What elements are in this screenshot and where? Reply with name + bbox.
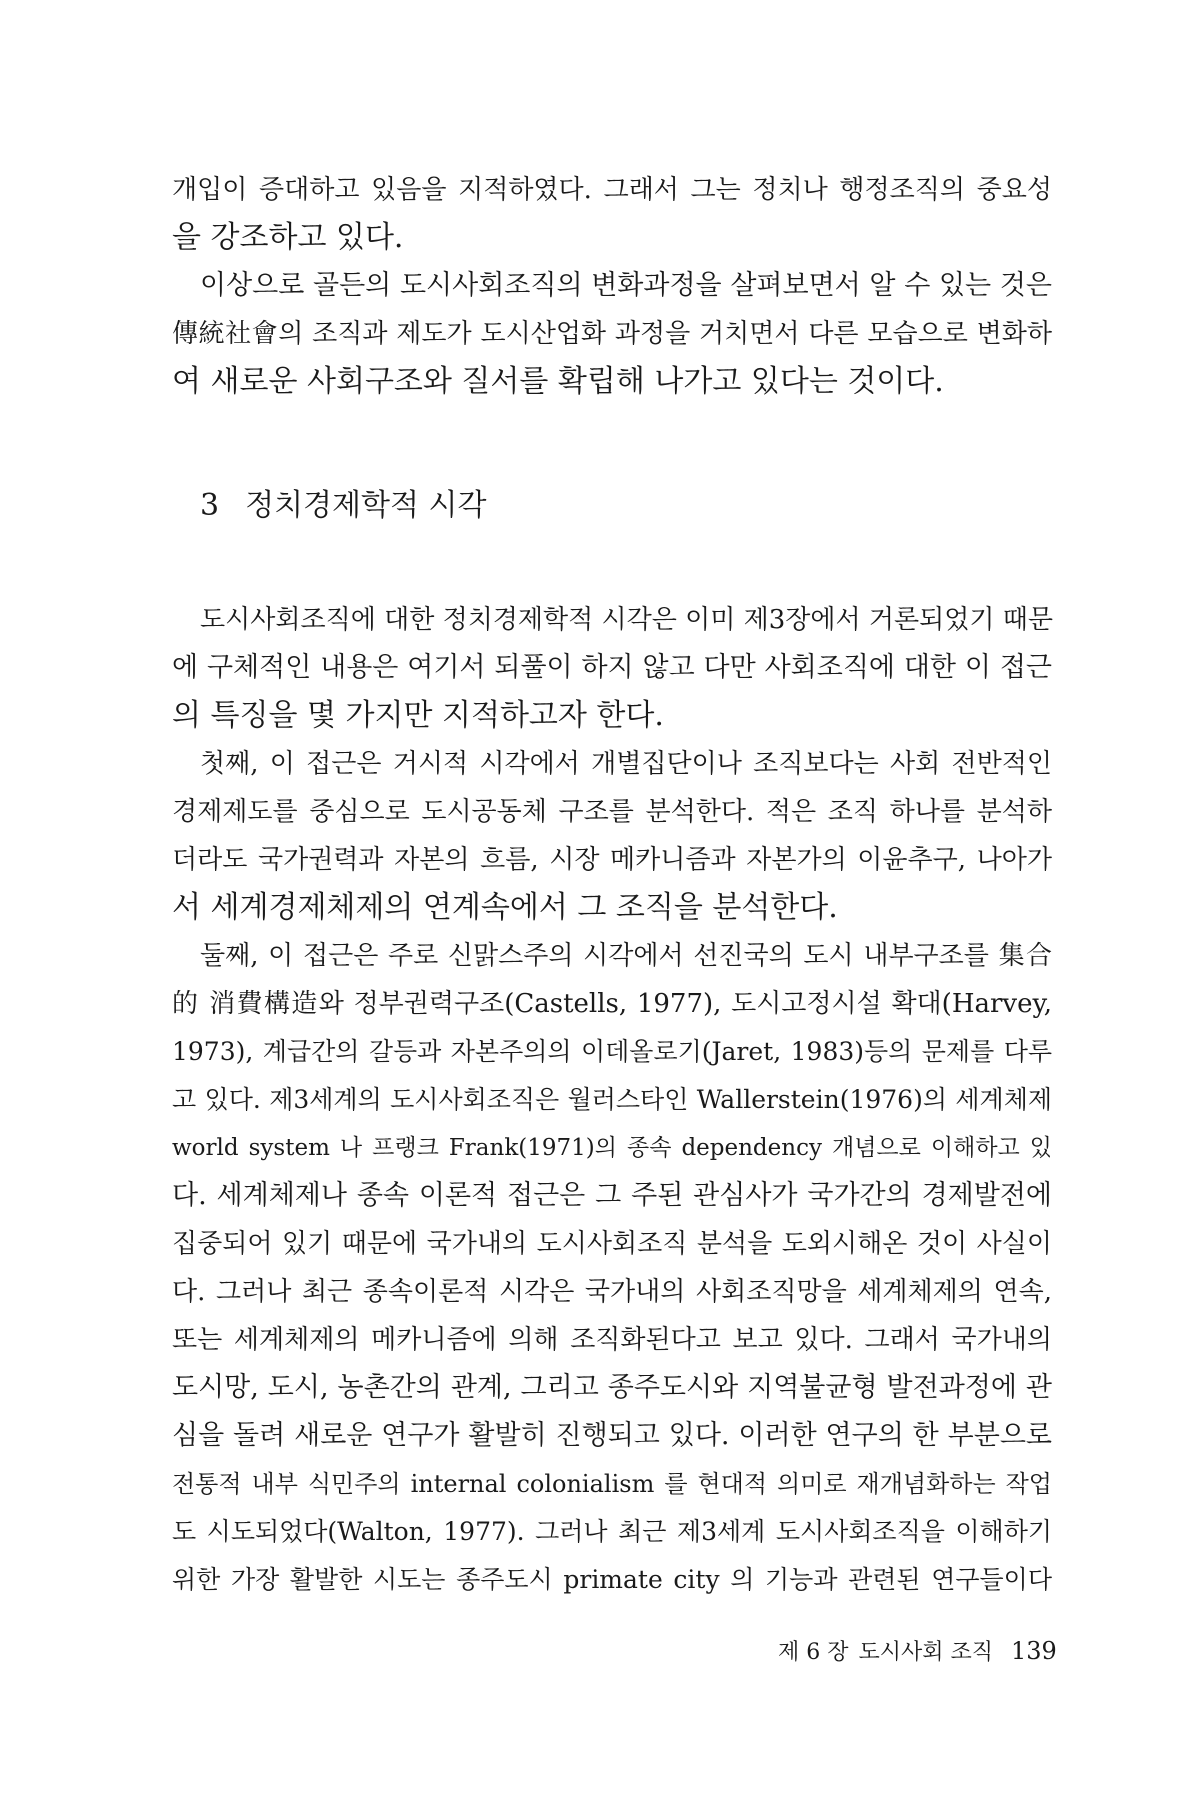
- section-title: 정치경제학적 시각: [245, 488, 487, 523]
- body-text-line: 을 강조하고 있다.: [172, 220, 404, 255]
- body-text-line: world system 나 프랭크 Frank(1971)의 종속 dependency 개념으로 이해하고 있: [172, 1135, 1052, 1161]
- body-text-line: 도시사회조직에 대한 정치경제학적 시각은 이미 제3장에서 거론되었기 때문: [200, 605, 1053, 635]
- body-text-line: 서 세계경제체제의 연계속에서 그 조직을 분석한다.: [172, 890, 838, 925]
- body-text-line: 또는 세계체제의 메카니즘에 의해 조직화된다고 보고 있다. 그래서 국가내의: [172, 1325, 1052, 1355]
- footer-title: 도시사회 조직: [858, 1640, 994, 1665]
- body-text-line: 심을 돌려 새로운 연구가 활발히 진행되고 있다. 이러한 연구의 한 부분으로: [172, 1420, 1052, 1451]
- body-text-line: 에 구체적인 내용은 여기서 되풀이 하지 않고 다만 사회조직에 대한 이 접근: [172, 652, 1052, 683]
- body-text-line: 경제제도를 중심으로 도시공동체 구조를 분석한다. 적은 조직 하나를 분석하: [172, 797, 1052, 827]
- page-number: 139: [1011, 1637, 1057, 1665]
- section-number: 3: [200, 488, 220, 523]
- body-text-line: 的 消費構造와 정부권력구조(Castells, 1977), 도시고정시설 확대(Harvey,: [172, 989, 1052, 1019]
- footer-chapter: 제 6 장: [778, 1640, 849, 1665]
- body-text-line: 의 특징을 몇 가지만 지적하고자 한다.: [172, 698, 664, 733]
- body-text-line: 傳統社會의 조직과 제도가 도시산업화 과정을 거치면서 다른 모습으로 변화하: [172, 319, 1052, 349]
- section-heading: [200, 486, 486, 526]
- body-text-line: 둘째, 이 접근은 주로 신맑스주의 시각에서 선진국의 도시 내부구조를 集合: [200, 941, 1052, 971]
- body-text-line: 다. 그러나 최근 종속이론적 시각은 국가내의 사회조직망을 세계체제의 연속,: [172, 1277, 1052, 1307]
- body-text-line: 다. 세계체제나 종속 이론적 접근은 그 주된 관심사가 국가간의 경제발전에: [172, 1180, 1052, 1211]
- body-text-line: 위한 가장 활발한 시도는 종주도시 primate city 의 기능과 관련된 연구들이다: [172, 1565, 1052, 1594]
- body-text-line: 이상으로 골든의 도시사회조직의 변화과정을 살펴보면서 알 수 있는 것은: [200, 270, 1052, 301]
- page-footer: [778, 1636, 1057, 1668]
- body-text-line: 1973), 계급간의 갈등과 자본주의의 이데올로기(Jaret, 1983)등의 문제를 다루: [172, 1037, 1052, 1066]
- body-text-line: 더라도 국가권력과 자본의 흐름, 시장 메카니즘과 자본가의 이윤추구, 나아가: [172, 845, 1052, 875]
- body-text-line: 도시망, 도시, 농촌간의 관계, 그리고 종주도시와 지역불균형 발전과정에 관: [172, 1372, 1052, 1403]
- body-text-line: 도 시도되었다(Walton, 1977). 그러나 최근 제3세계 도시사회조직을 이해하기: [172, 1517, 1052, 1546]
- body-text-line: 고 있다. 제3세계의 도시사회조직은 월러스타인 Wallerstein(1976)의 세계체제: [172, 1085, 1052, 1114]
- body-text-line: 개입이 증대하고 있음을 지적하였다. 그래서 그는 정치나 행정조직의 중요성: [172, 175, 1052, 205]
- body-text-line: 여 새로운 사회구조와 질서를 확립해 나가고 있다는 것이다.: [172, 364, 944, 399]
- body-text-line: 집중되어 있기 때문에 국가내의 도시사회조직 분석을 도외시해온 것이 사실이: [172, 1229, 1052, 1259]
- body-text-line: 첫째, 이 접근은 거시적 시각에서 개별집단이나 조직보다는 사회 전반적인: [200, 749, 1052, 779]
- body-text-line: 전통적 내부 식민주의 internal colonialism 를 현대적 의미로 재개념화하는 작업: [172, 1470, 1052, 1498]
